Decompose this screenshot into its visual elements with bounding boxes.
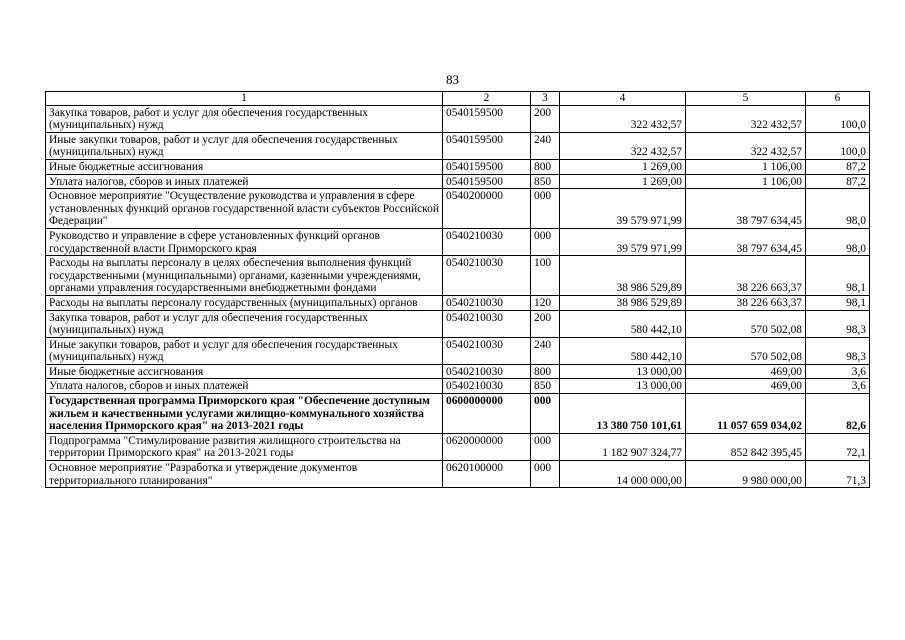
row-name-cell: Иные бюджетные ассигнования xyxy=(46,159,443,174)
table-row xyxy=(46,310,870,337)
planned-amount-cell: 1 269,00 xyxy=(560,159,686,174)
percent-cell: 98,0 xyxy=(806,228,870,255)
target-article-cell: 0540210030 xyxy=(443,379,531,394)
target-article-cell: 0540210030 xyxy=(443,228,531,255)
table-row xyxy=(46,379,870,394)
row-name-cell: Подпрограмма "Стимулирование развития жилищного строительства на территории Приморского края" на 2013-2021 годы xyxy=(46,433,443,460)
row-name-cell: Иные закупки товаров, работ и услуг для обеспечения государственных (муниципальных) нужд xyxy=(46,132,443,159)
percent-cell: 72,1 xyxy=(806,433,870,460)
percent-cell: 98,1 xyxy=(806,256,870,296)
table-row xyxy=(46,174,870,189)
expense-type-cell: 000 xyxy=(531,394,560,434)
expense-type-cell: 000 xyxy=(531,433,560,460)
actual-amount-cell: 1 106,00 xyxy=(686,174,806,189)
row-name-cell: Основное мероприятие "Разработка и утверждение документов территориального планирования" xyxy=(46,461,443,488)
percent-cell: 100,0 xyxy=(806,105,870,132)
actual-amount-cell: 469,00 xyxy=(686,364,806,379)
percent-cell: 98,3 xyxy=(806,310,870,337)
planned-amount-cell: 1 269,00 xyxy=(560,174,686,189)
percent-cell: 71,3 xyxy=(806,461,870,488)
table-row xyxy=(46,105,870,132)
table-row xyxy=(46,132,870,159)
actual-amount-cell: 11 057 659 034,02 xyxy=(686,394,806,434)
actual-amount-cell: 1 106,00 xyxy=(686,159,806,174)
table-row xyxy=(46,228,870,255)
table-row xyxy=(46,394,870,434)
column-header: 4 xyxy=(560,92,686,106)
expense-type-cell: 000 xyxy=(531,461,560,488)
expense-type-cell: 850 xyxy=(531,379,560,394)
target-article-cell: 0540159500 xyxy=(443,174,531,189)
planned-amount-cell: 1 182 907 324,77 xyxy=(560,433,686,460)
actual-amount-cell: 570 502,08 xyxy=(686,337,806,364)
actual-amount-cell: 570 502,08 xyxy=(686,310,806,337)
target-article-cell: 0620100000 xyxy=(443,461,531,488)
budget-table xyxy=(45,91,870,488)
planned-amount-cell: 322 432,57 xyxy=(560,132,686,159)
actual-amount-cell: 9 980 000,00 xyxy=(686,461,806,488)
table-row xyxy=(46,256,870,296)
column-header: 3 xyxy=(531,92,560,106)
actual-amount-cell: 38 797 634,45 xyxy=(686,189,806,229)
planned-amount-cell: 39 579 971,99 xyxy=(560,228,686,255)
table-row xyxy=(46,159,870,174)
row-name-cell: Основное мероприятие "Осуществление руководства и управления в сфере установленных функций органов государственной власти субъектов Российской Федерации" xyxy=(46,189,443,229)
expense-type-cell: 240 xyxy=(531,132,560,159)
actual-amount-cell: 852 842 395,45 xyxy=(686,433,806,460)
table-header-row xyxy=(46,92,870,106)
expense-type-cell: 240 xyxy=(531,337,560,364)
actual-amount-cell: 322 432,57 xyxy=(686,105,806,132)
table-row xyxy=(46,461,870,488)
target-article-cell: 0540200000 xyxy=(443,189,531,229)
percent-cell: 98,3 xyxy=(806,337,870,364)
column-header: 1 xyxy=(46,92,443,106)
percent-cell: 98,1 xyxy=(806,295,870,310)
percent-cell: 87,2 xyxy=(806,159,870,174)
row-name-cell: Расходы на выплаты персоналу государственных (муниципальных) органов xyxy=(46,295,443,310)
percent-cell: 3,6 xyxy=(806,364,870,379)
planned-amount-cell: 39 579 971,99 xyxy=(560,189,686,229)
table-row xyxy=(46,364,870,379)
expense-type-cell: 200 xyxy=(531,310,560,337)
target-article-cell: 0540159500 xyxy=(443,132,531,159)
expense-type-cell: 120 xyxy=(531,295,560,310)
target-article-cell: 0540159500 xyxy=(443,159,531,174)
target-article-cell: 0600000000 xyxy=(443,394,531,434)
row-name-cell: Иные бюджетные ассигнования xyxy=(46,364,443,379)
column-header: 6 xyxy=(806,92,870,106)
row-name-cell: Уплата налогов, сборов и иных платежей xyxy=(46,174,443,189)
actual-amount-cell: 469,00 xyxy=(686,379,806,394)
page-number: 83 xyxy=(446,72,459,87)
percent-cell: 82,6 xyxy=(806,394,870,434)
target-article-cell: 0540210030 xyxy=(443,256,531,296)
expense-type-cell: 850 xyxy=(531,174,560,189)
target-article-cell: 0620000000 xyxy=(443,433,531,460)
expense-type-cell: 800 xyxy=(531,364,560,379)
planned-amount-cell: 580 442,10 xyxy=(560,310,686,337)
expense-type-cell: 100 xyxy=(531,256,560,296)
actual-amount-cell: 38 226 663,37 xyxy=(686,256,806,296)
expense-type-cell: 000 xyxy=(531,228,560,255)
table-row xyxy=(46,189,870,229)
planned-amount-cell: 322 432,57 xyxy=(560,105,686,132)
planned-amount-cell: 38 986 529,89 xyxy=(560,256,686,296)
planned-amount-cell: 13 000,00 xyxy=(560,379,686,394)
row-name-cell: Уплата налогов, сборов и иных платежей xyxy=(46,379,443,394)
actual-amount-cell: 322 432,57 xyxy=(686,132,806,159)
row-name-cell: Государственная программа Приморского края "Обеспечение доступным жильем и качественными услугами жилищно-коммунального хозяйства населения Приморского края" на 2013-2021 годы xyxy=(46,394,443,434)
row-name-cell: Расходы на выплаты персоналу в целях обеспечения выполнения функций государственными (муниципальными) органами, казенными учреждениями, органами управления государственными внебюджетными фондами xyxy=(46,256,443,296)
target-article-cell: 0540159500 xyxy=(443,105,531,132)
planned-amount-cell: 13 380 750 101,61 xyxy=(560,394,686,434)
actual-amount-cell: 38 797 634,45 xyxy=(686,228,806,255)
target-article-cell: 0540210030 xyxy=(443,337,531,364)
target-article-cell: 0540210030 xyxy=(443,364,531,379)
expense-type-cell: 800 xyxy=(531,159,560,174)
target-article-cell: 0540210030 xyxy=(443,310,531,337)
table-row xyxy=(46,337,870,364)
column-header: 2 xyxy=(443,92,531,106)
planned-amount-cell: 14 000 000,00 xyxy=(560,461,686,488)
expense-type-cell: 200 xyxy=(531,105,560,132)
percent-cell: 3,6 xyxy=(806,379,870,394)
row-name-cell: Иные закупки товаров, работ и услуг для обеспечения государственных (муниципальных) нужд xyxy=(46,337,443,364)
percent-cell: 98,0 xyxy=(806,189,870,229)
row-name-cell: Закупка товаров, работ и услуг для обеспечения государственных (муниципальных) нужд xyxy=(46,105,443,132)
planned-amount-cell: 580 442,10 xyxy=(560,337,686,364)
percent-cell: 87,2 xyxy=(806,174,870,189)
percent-cell: 100,0 xyxy=(806,132,870,159)
column-header: 5 xyxy=(686,92,806,106)
table-row xyxy=(46,433,870,460)
planned-amount-cell: 13 000,00 xyxy=(560,364,686,379)
planned-amount-cell: 38 986 529,89 xyxy=(560,295,686,310)
target-article-cell: 0540210030 xyxy=(443,295,531,310)
actual-amount-cell: 38 226 663,37 xyxy=(686,295,806,310)
row-name-cell: Закупка товаров, работ и услуг для обеспечения государственных (муниципальных) нужд xyxy=(46,310,443,337)
table-row xyxy=(46,295,870,310)
expense-type-cell: 000 xyxy=(531,189,560,229)
row-name-cell: Руководство и управление в сфере установленных функций органов государственной власти Приморского края xyxy=(46,228,443,255)
